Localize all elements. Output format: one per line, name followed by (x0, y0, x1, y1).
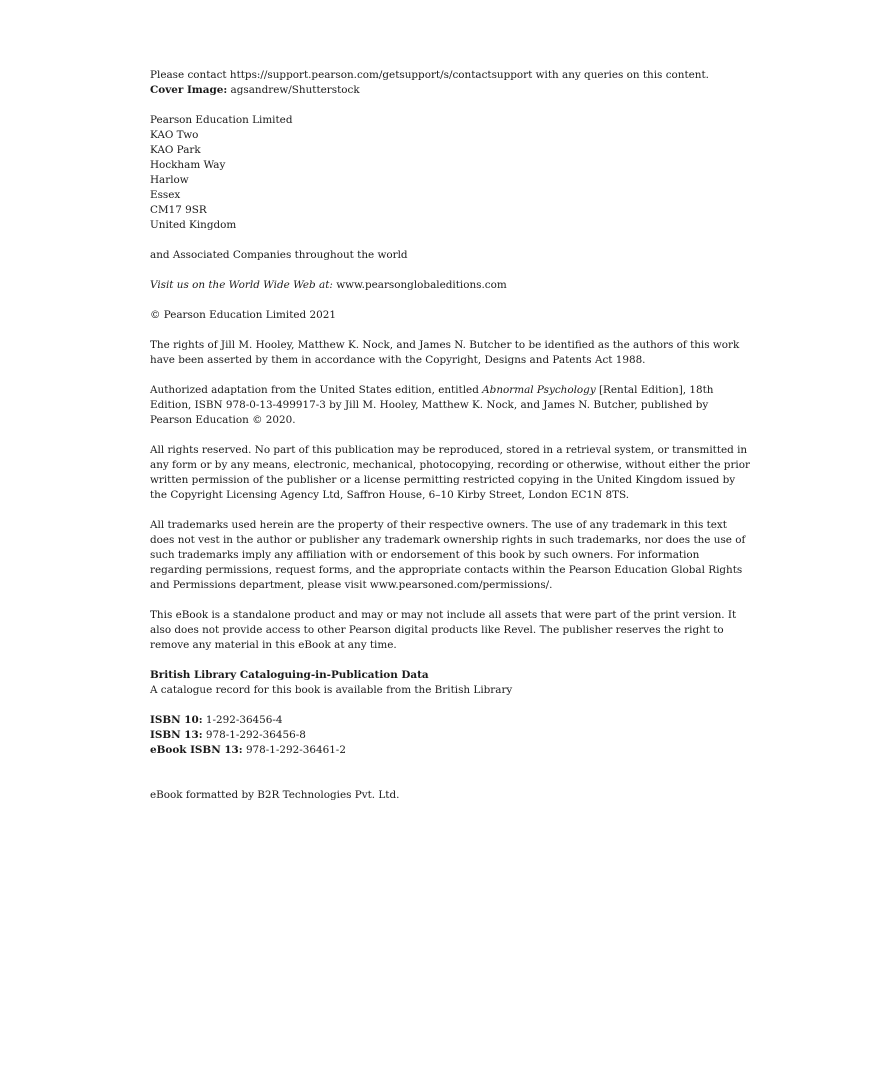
isbn13-line (150, 728, 750, 743)
copyright-notice: © Pearson Education Limited 2021 (150, 309, 336, 321)
isbn10-line (150, 713, 750, 728)
adaptation-text-before: Authorized adaptation from the United States edition, entitled (150, 384, 483, 396)
isbn10-value: 1-292-36456-4 (202, 714, 283, 726)
cover-image-label: Cover Image: (150, 84, 228, 96)
cip-text: A catalogue record for this book is available from the British Library (150, 684, 513, 696)
isbn-block (150, 713, 750, 758)
formatted-by-line: eBook formatted by B2R Technologies Pvt. Ltd. (150, 789, 400, 801)
adaptation-text-after: [Rental Edition], 18th Edition, ISBN 978-0-13-499917-3 by Jill M. Hooley, Matthew K. Nock, and James N. Butcher, published by Pearson Education © 2020. (150, 384, 714, 426)
address-line: Hockham Way (150, 159, 226, 171)
contact-line: Please contact https://support.pearson.com/getsupport/s/contactsupport with any queries on this content. (150, 69, 709, 81)
address-line: Harlow (150, 174, 189, 186)
address-line: KAO Park (150, 144, 201, 156)
publisher-address (150, 113, 750, 233)
website-label: Visit us on the World Wide Web at: (150, 279, 333, 291)
address-line: Essex (150, 189, 181, 201)
ebook-isbn13-line (150, 743, 750, 758)
cip-heading: British Library Cataloguing-in-Publication Data (150, 669, 429, 681)
adaptation-book-title: Abnormal Psychology (482, 384, 596, 396)
ebook-isbn13-value: 978-1-292-36461-2 (242, 744, 346, 756)
ebook-isbn13-label: eBook ISBN 13: (150, 744, 243, 756)
isbn13-label: ISBN 13: (150, 729, 203, 741)
all-rights-reserved-paragraph: All rights reserved. No part of this publication may be reproduced, stored in a retrieval system, or transmitted in any form or by any means, electronic, mechanical, photocopying, recording or otherwise, without either the prior written permission of the publisher or a license permitting restricted copying in the United Kingdom issued by the Copyright Licensing Agency Ltd, Saffron House, 6–10 Kirby Street, London EC1N 8TS. (150, 444, 750, 501)
address-line: KAO Two (150, 129, 199, 141)
contact-block (150, 68, 750, 98)
isbn10-label: ISBN 10: (150, 714, 203, 726)
adaptation-paragraph (150, 383, 750, 428)
cip-block (150, 668, 750, 698)
website-line (150, 278, 750, 293)
address-line: United Kingdom (150, 219, 237, 231)
copyright-page (150, 68, 750, 803)
trademarks-paragraph: All trademarks used herein are the property of their respective owners. The use of any trademark in this text does not vest in the author or publisher any trademark ownership rights in such trademarks, nor does the use of such trademarks imply any affiliation with or endorsement of this book by such owners. For information regarding permissions, request forms, and the appropriate contacts within the Pearson Education Global Rights and Permissions department, please visit www.pearsoned.com/permissions/. (150, 519, 746, 591)
cover-image-line (150, 83, 750, 98)
associated-companies: and Associated Companies throughout the world (150, 249, 408, 261)
cover-image-credit: agsandrew/Shutterstock (227, 84, 360, 96)
website-url: www.pearsonglobaleditions.com (332, 279, 507, 291)
ebook-standalone-paragraph: This eBook is a standalone product and may or may not include all assets that were part of the print version. It also does not provide access to other Pearson digital products like Revel. The publisher reserves the right to remove any material in this eBook at any time. (150, 609, 737, 651)
address-line: CM17 9SR (150, 204, 207, 216)
address-line: Pearson Education Limited (150, 114, 293, 126)
isbn13-value: 978-1-292-36456-8 (202, 729, 306, 741)
authors-rights-paragraph: The rights of Jill M. Hooley, Matthew K. Nock, and James N. Butcher to be identified as the authors of this work have been asserted by them in accordance with the Copyright, Designs and Patents Act 1988. (150, 339, 740, 366)
